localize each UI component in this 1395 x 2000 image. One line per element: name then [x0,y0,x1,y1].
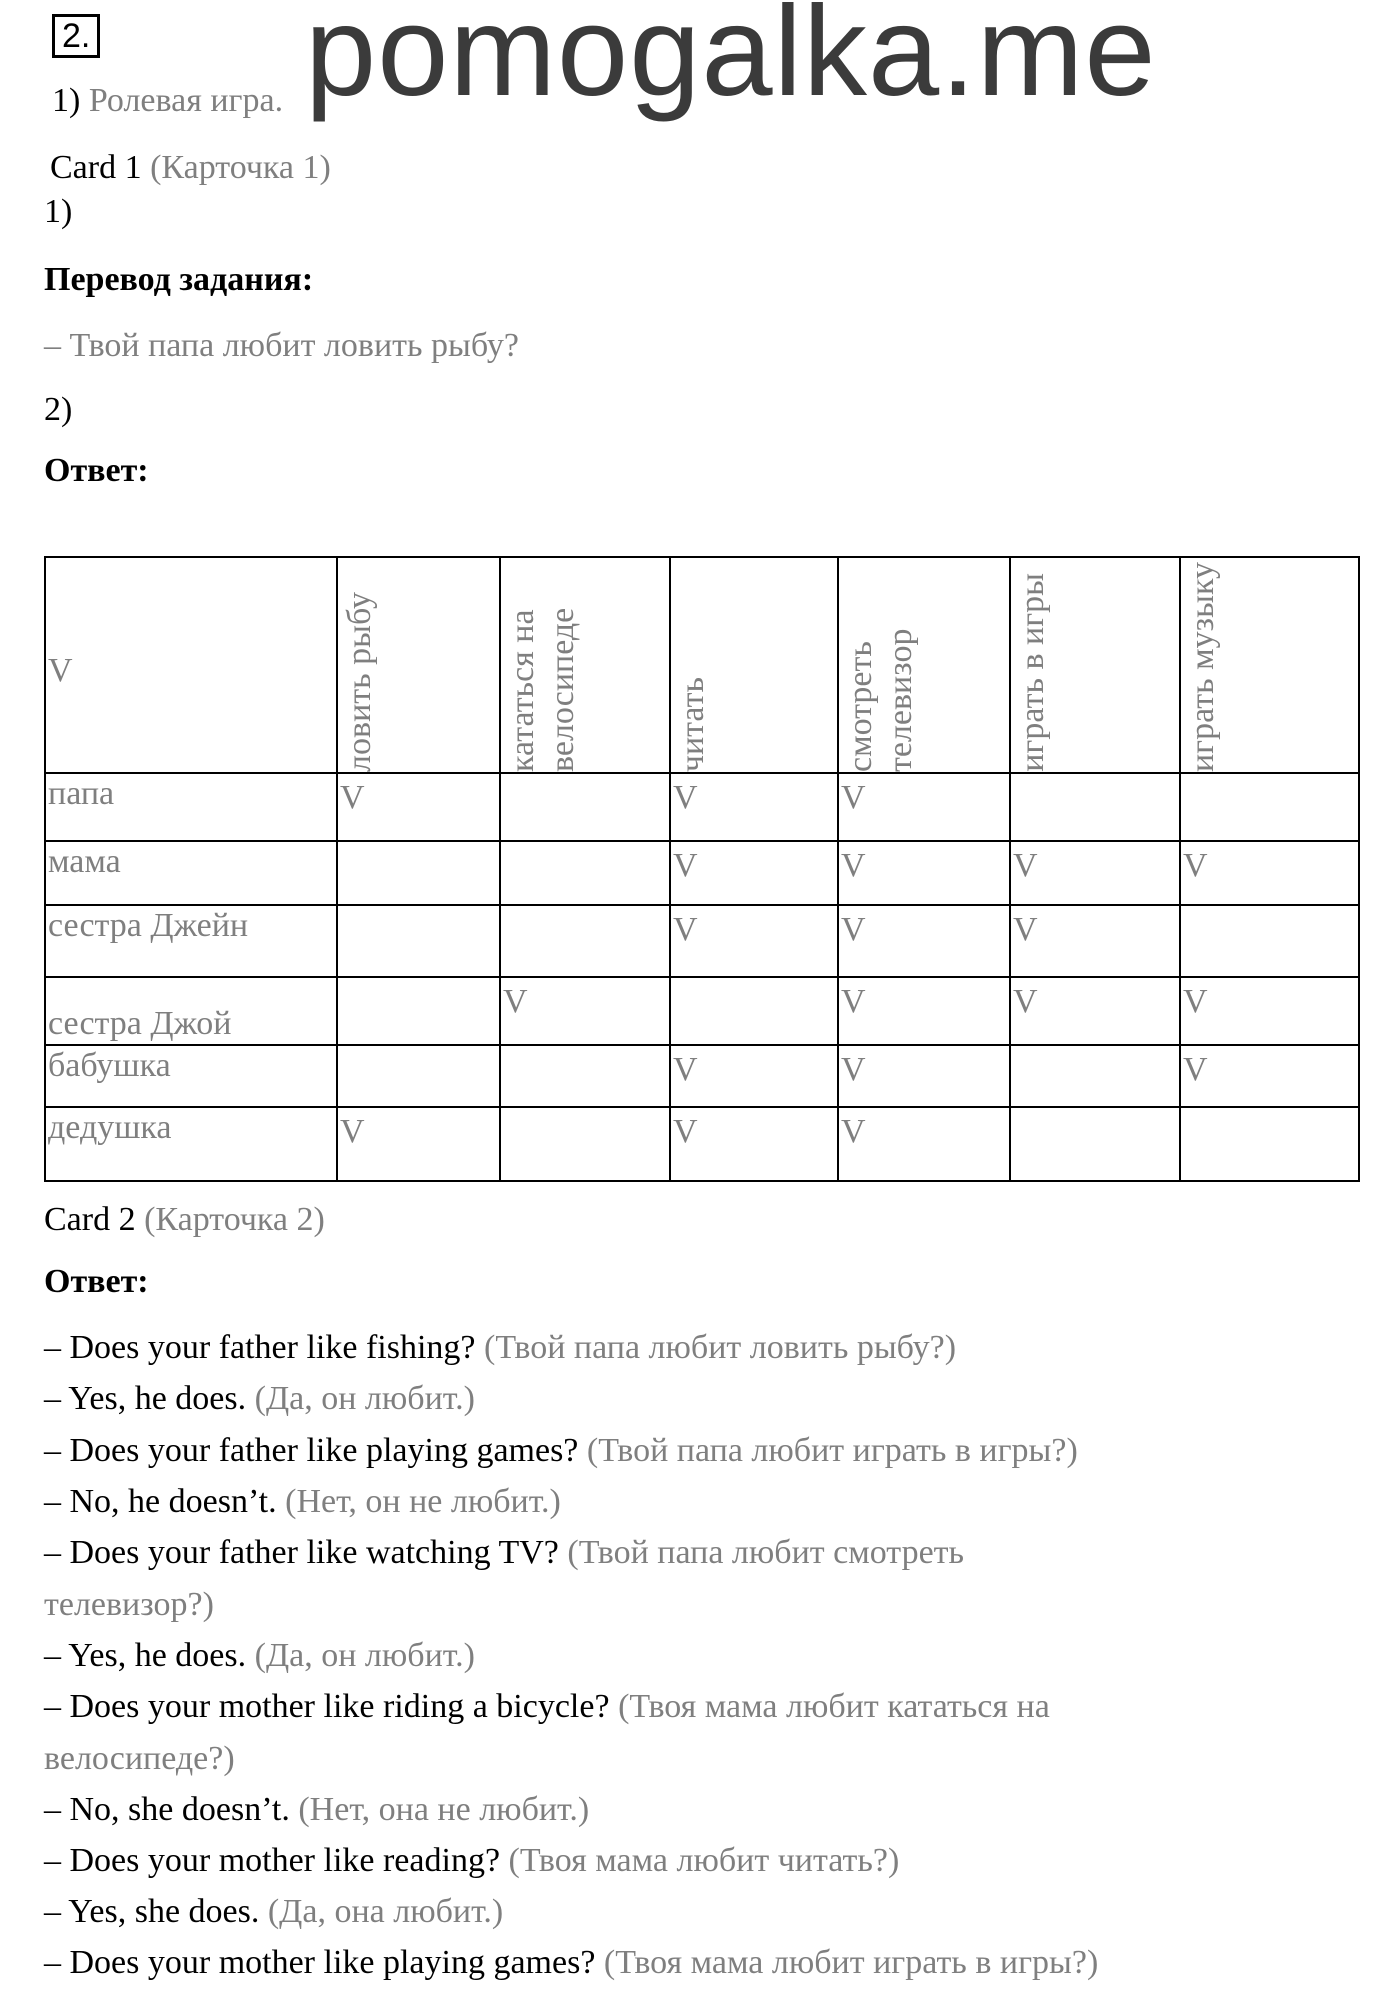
table-cell [838,977,1010,1045]
dialog-en: – No, she doesn’t. [44,1791,290,1828]
card2-title-ru: (Карточка 2) [144,1201,325,1238]
check-mark: V [1013,847,1038,884]
dialog-line [44,1432,1078,1470]
dialog-ru: (Да, он любит.) [254,1637,475,1674]
table-cell [838,905,1010,977]
table-cell [838,1107,1010,1181]
dialog-en: – Does your mother like playing games? [44,1944,596,1981]
dialog-line [44,1637,475,1675]
table-row [45,773,1359,841]
dialog-en: – Does your father like fishing? [44,1329,476,1366]
table-cell [337,841,500,905]
row-label: мама [48,843,121,880]
column-header [1180,557,1359,773]
check-mark: V [1013,983,1038,1020]
row-label-cell [45,1107,337,1181]
check-mark: V [1013,911,1038,948]
column-header [838,557,1010,773]
table-cell [1010,1107,1180,1181]
card1-title-ru: (Карточка 1) [150,149,331,186]
row-label-cell [45,773,337,841]
card1-item1: 1) [44,193,73,230]
table-row [45,1107,1359,1181]
dialog-en: – Does your father like watching TV? [44,1534,559,1571]
dialog-line [44,1534,964,1572]
check-mark: V [841,983,866,1020]
row-label: сестра Джейн [48,907,249,944]
table-cell [337,773,500,841]
check-mark: V [841,779,866,816]
dialog-en: – Yes, he does. [44,1380,247,1417]
dialog-line [44,1380,475,1418]
check-mark: V [1183,1051,1208,1088]
dialog-line [44,1329,956,1367]
table-cell [500,905,670,977]
dialog-line [44,1893,503,1931]
table-cell [1180,841,1359,905]
dialog-ru: (Твоя мама любит играть в игры?) [603,1944,1099,1981]
dialog-ru: (Твой папа любит играть в игры?) [586,1432,1078,1469]
table-cell [500,977,670,1045]
dialog-line [44,1791,589,1829]
dialog-ru: (Твой папа любит смотреть [567,1534,965,1571]
watermark-logo: pomogalka.me [305,0,1157,123]
check-mark: V [673,847,698,884]
dialog-en: – Does your mother like reading? [44,1842,501,1879]
corner-label: V [48,652,73,689]
dialog-ru: (Твоя мама любит читать?) [508,1842,900,1879]
table-cell [337,977,500,1045]
dialog-ru: телевизор?) [44,1586,214,1623]
column-header-label: ловить рыбу [341,592,378,772]
table-cell [500,1107,670,1181]
subtask-number: 1) [52,82,81,119]
column-header [1010,557,1180,773]
table-cell [670,977,838,1045]
dialog-en: – No, he doesn’t. [44,1483,277,1520]
row-label-cell [45,841,337,905]
dialog-en: – Does your father like playing games? [44,1432,579,1469]
dialog-ru: (Твой папа любит ловить рыбу?) [484,1329,957,1366]
table-cell [838,1045,1010,1107]
column-header-label: играть в игры [1014,573,1051,772]
column-header [337,557,500,773]
table-cell [670,1045,838,1107]
check-mark: V [841,911,866,948]
dialog-ru: (Да, он любит.) [254,1380,475,1417]
check-mark: V [673,1051,698,1088]
column-header-label: играть музыку [1184,561,1221,772]
check-mark: V [340,1113,365,1150]
dialog-ru: (Нет, она не любит.) [298,1791,590,1828]
row-label: сестра Джой [48,1005,232,1042]
card2-title-line [44,1201,325,1239]
table-cell [1180,977,1359,1045]
table-row [45,1045,1359,1107]
check-mark: V [1183,983,1208,1020]
check-mark: V [1183,847,1208,884]
row-label: бабушка [48,1047,171,1084]
dialog-en: – Yes, he does. [44,1637,247,1674]
table-cell [670,841,838,905]
column-header-label: читать [674,676,711,772]
dialog-ru: (Да, она любит.) [267,1893,504,1930]
table-cell [1010,977,1180,1045]
table-corner-cell [45,557,337,773]
row-label-cell [45,905,337,977]
dialog-en: – Does your mother like riding a bicycle? [44,1688,610,1725]
table-cell [1180,1107,1359,1181]
card1-title-line [50,149,331,187]
subtask-title: Ролевая игра. [88,82,284,119]
check-mark: V [841,847,866,884]
dialog-line [44,1740,235,1778]
dialog-line [44,1842,899,1880]
table-cell [500,773,670,841]
translation-text: – Твой папа любит ловить рыбу? [44,327,519,364]
dialog-en: – Yes, she does. [44,1893,260,1930]
table-cell [1010,1045,1180,1107]
card2-title: Card 2 [44,1201,136,1238]
table-cell [1180,1045,1359,1107]
check-mark: V [673,1113,698,1150]
table-cell [500,841,670,905]
subtask-line [52,82,283,120]
row-label: папа [48,775,115,812]
table-cell [337,905,500,977]
activities-table [44,556,1360,1182]
table-cell [337,1045,500,1107]
card1-answer-heading: Ответ: [44,452,149,489]
card1-title: Card 1 [50,149,142,186]
column-header [500,557,670,773]
translation-heading: Перевод задания: [44,261,314,298]
table-cell [670,773,838,841]
task-number: 2. [52,14,100,58]
table-cell [1180,905,1359,977]
table-cell [337,1107,500,1181]
check-mark: V [841,1113,866,1150]
check-mark: V [340,779,365,816]
check-mark: V [673,779,698,816]
table-row [45,905,1359,977]
row-label-cell [45,1045,337,1107]
check-mark: V [503,983,528,1020]
table-cell [1010,773,1180,841]
check-mark: V [841,1051,866,1088]
table-cell [1010,841,1180,905]
table-cell [838,773,1010,841]
dialog-ru: велосипеде?) [44,1740,235,1777]
table-row [45,977,1359,1045]
column-header [670,557,838,773]
dialog-ru: (Твоя мама любит кататься на [618,1688,1050,1725]
column-header-label: смотреть телевизор [842,628,919,772]
row-label: дедушка [48,1109,172,1146]
table-cell [1180,773,1359,841]
table-cell [500,1045,670,1107]
table-cell [670,1107,838,1181]
table-cell [1010,905,1180,977]
dialog-ru: (Нет, он не любит.) [285,1483,561,1520]
table-cell [670,905,838,977]
card1-item2: 2) [44,391,73,428]
dialog-line [44,1688,1050,1726]
dialog-line [44,1586,214,1624]
check-mark: V [673,911,698,948]
dialog-line [44,1483,561,1521]
card2-answer-heading: Ответ: [44,1263,149,1300]
row-label-cell [45,977,337,1045]
table-row [45,841,1359,905]
dialog-line [44,1944,1098,1982]
table-cell [838,841,1010,905]
table-header-row [45,557,1359,773]
column-header-label: кататься на велосипеде [504,607,581,772]
